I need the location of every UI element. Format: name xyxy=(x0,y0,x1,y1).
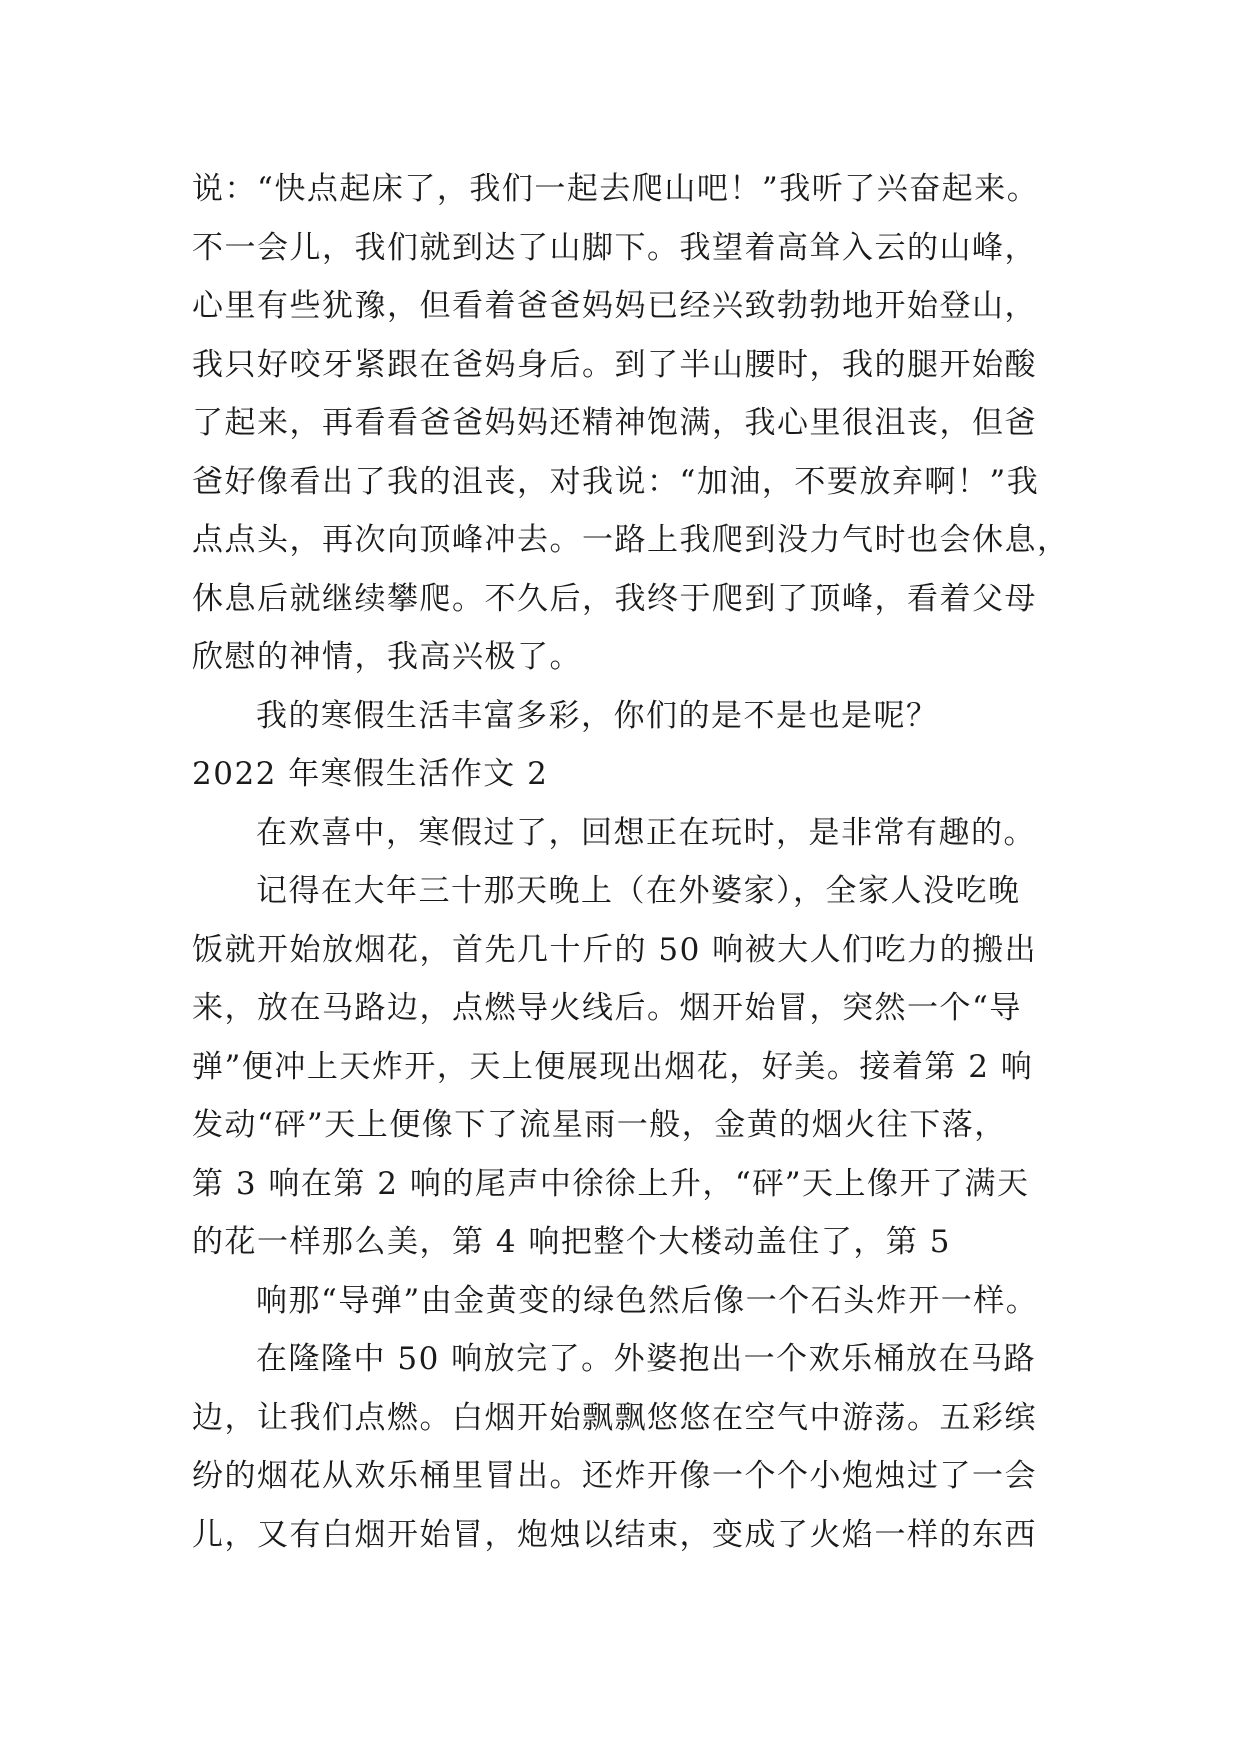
section-heading: 2022 年寒假生活作文 2 xyxy=(192,756,549,792)
text-line: 我只好咬牙紧跟在爸妈身后。到了半山腰时，我的腿开始酸 xyxy=(192,346,1037,383)
text-line: 响那“导弹”由金黄变的绿色然后像一个石头炸开一样。 xyxy=(256,1282,1039,1319)
text-line: 休息后就继续攀爬。不久后，我终于爬到了顶峰，看着父母 xyxy=(192,580,1037,617)
text-line: 第 3 响在第 2 响的尾声中徐徐上升，“砰”天上像开了满天 xyxy=(192,1165,1030,1202)
document-body xyxy=(192,160,1072,1564)
text-line: 说：“快点起床了，我们一起去爬山吧！”我听了兴奋起来。 xyxy=(192,171,1040,207)
text-line: 饭就开始放烟花，首先几十斤的 50 响被大人们吃力的搬出 xyxy=(192,931,1038,968)
text-line: 的花一样那么美，第 4 响把整个大楼动盖住了，第 5 xyxy=(192,1224,952,1260)
text-line: 了起来，再看看爸爸妈妈还精神饱满，我心里很沮丧，但爸 xyxy=(192,405,1037,441)
text-line: 记得在大年三十那天晚上（在外婆家），全家人没吃晚 xyxy=(256,873,1021,909)
text-line: 点点头，再次向顶峰冲去。一路上我爬到没力气时也会休息， xyxy=(192,522,1070,558)
text-line: 欣慰的神情，我高兴极了。 xyxy=(192,639,582,675)
text-line: 发动“砰”天上便像下了流星雨一般，金黄的烟火往下落， xyxy=(192,1107,1007,1143)
text-line: 儿，又有白烟开始冒，炮烛以结束，变成了火焰一样的东西 xyxy=(192,1516,1037,1553)
text-line: 纷的烟花从欢乐桶里冒出。还炸开像一个个小炮烛过了一会 xyxy=(192,1458,1037,1494)
text-line: 我的寒假生活丰富多彩，你们的是不是也是呢？ xyxy=(256,697,939,734)
text-line: 在隆隆中 50 响放完了。外婆抱出一个欢乐桶放在马路 xyxy=(256,1341,1037,1377)
text-line: 心里有些犹豫，但看着爸爸妈妈已经兴致勃勃地开始登山， xyxy=(192,288,1037,324)
text-line: 来，放在马路边，点燃导火线后。烟开始冒，突然一个“导 xyxy=(192,990,1022,1026)
text-line: 边，让我们点燃。白烟开始飘飘悠悠在空气中游荡。五彩缤 xyxy=(192,1399,1037,1436)
text-line: 弹”便冲上天炸开，天上便展现出烟花，好美。接着第 2 响 xyxy=(192,1048,1034,1085)
text-line: 爸好像看出了我的沮丧，对我说：“加油，不要放弃啊！”我 xyxy=(192,463,1040,500)
text-line: 不一会儿，我们就到达了山脚下。我望着高耸入云的山峰， xyxy=(192,229,1037,266)
text-line: 在欢喜中，寒假过了，回想正在玩时，是非常有趣的。 xyxy=(256,814,1036,851)
